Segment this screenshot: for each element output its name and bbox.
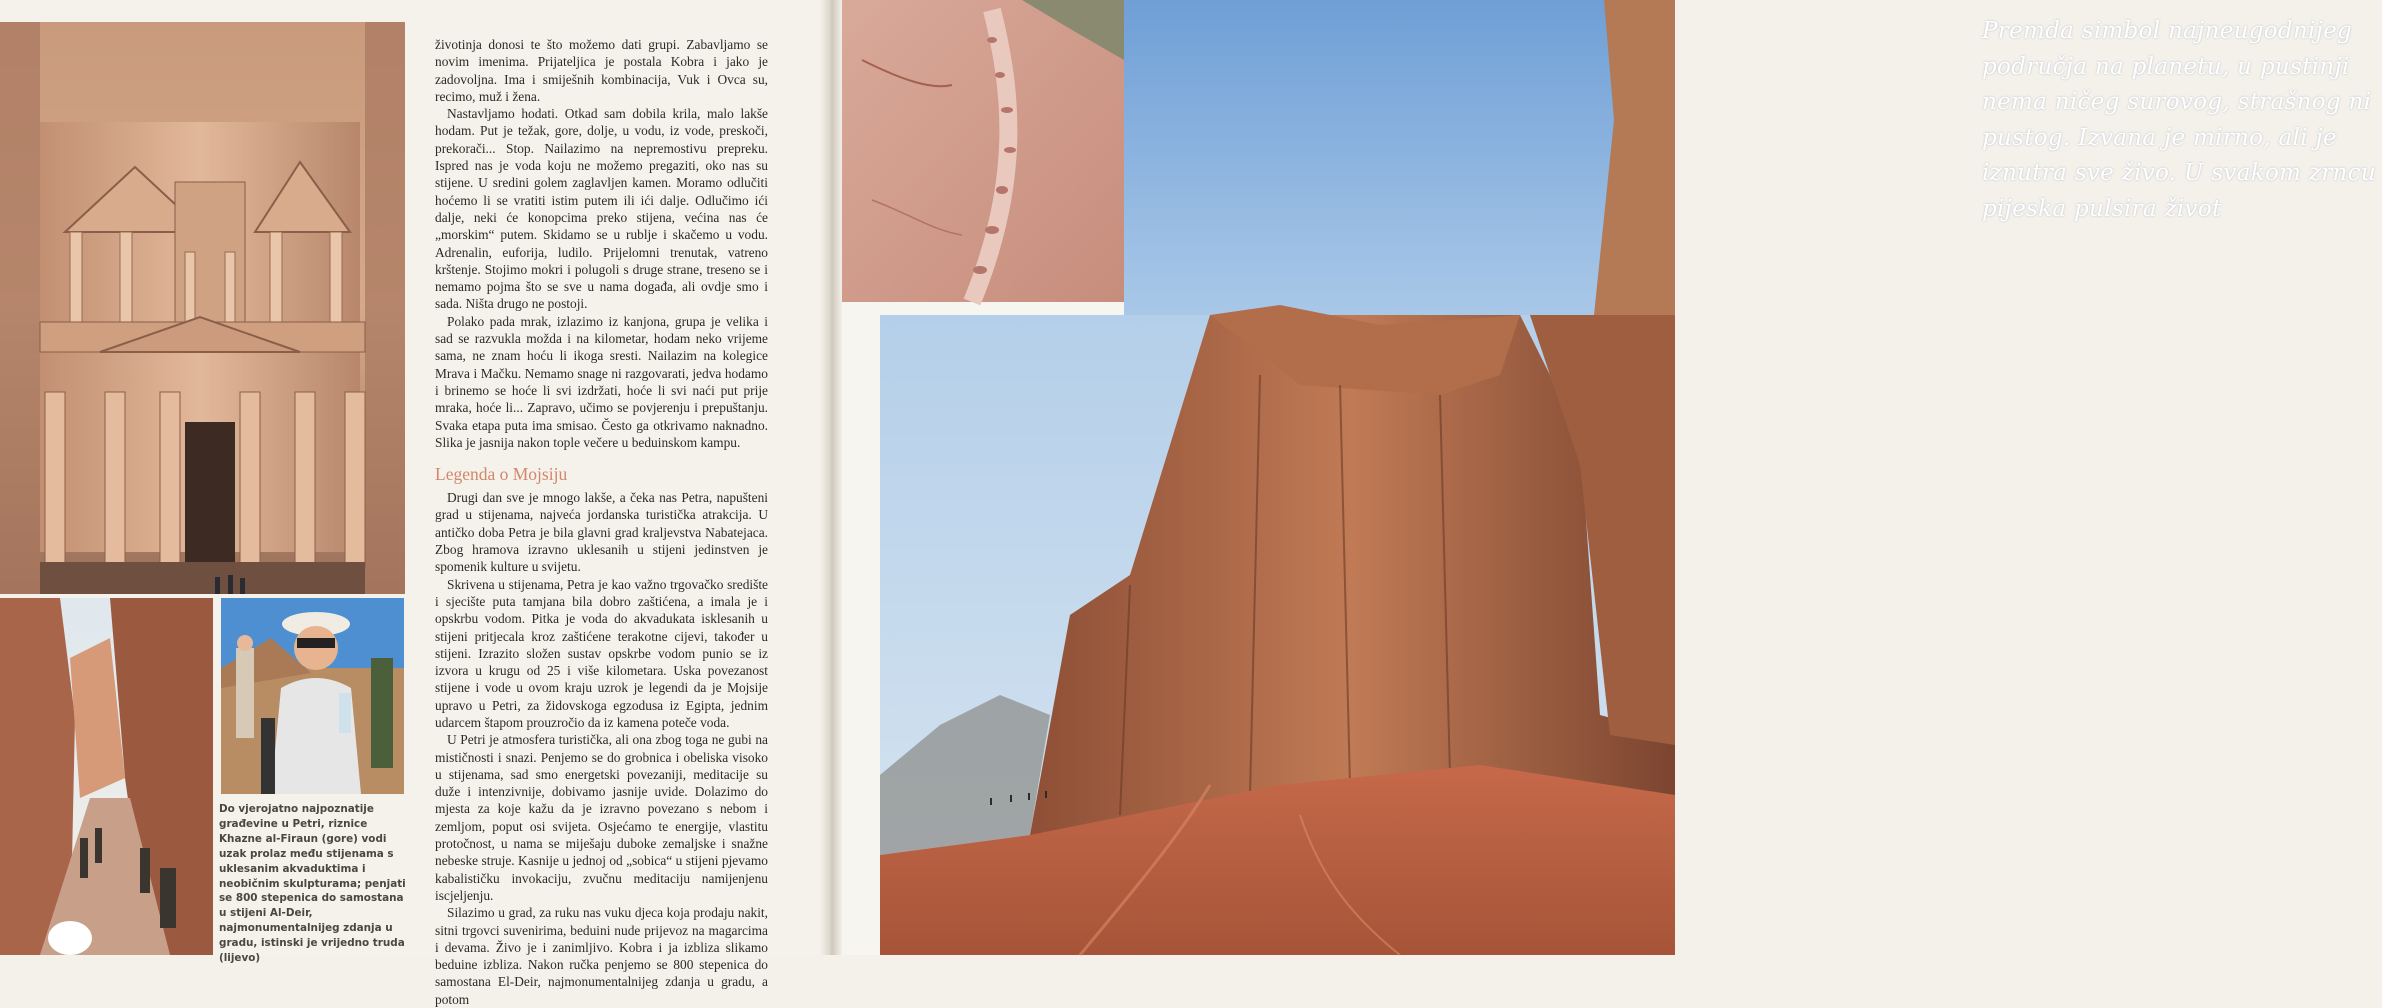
article-text-column (435, 36, 768, 1008)
right-page (842, 0, 2376, 955)
paragraph-3: Polako pada mrak, izlazimo iz kanjona, grupa je velika i sad se razvukla možda i na kilometar, hodam neko vrijeme sama, ne znam hoću li ikoga sresti. Nailazim na kolegice Mrava i Mačku. Nemamo snage ni razgovarati, jedva hodamo i brinemo se hoće li svi izdržati, hoće li svi naći put prije mraka, hoće li... Zapravo, učimo se povjerenju i prepuštanju. Svaka etapa puta ima smisao. Često ga otkrivamo naknadno. Slika je jasnija nakon tople večere u beduinskom kampu. (435, 313, 768, 450)
sand-footprints-photo (842, 0, 1124, 302)
sky-background (1124, 0, 1675, 315)
page-gutter (820, 0, 842, 955)
paragraph-2: Nastavljamo hodati. Otkad sam dobila krila, malo lakše hodam. Put je težak, gore, dolje, u vodu, iz vode, preskoči, prekorači... Stop. Nailazimo na nepremostivu prepreku. Ispred nas je voda koju ne možemo pregaziti, oko nas su stijene. U sredini golem zaglavljen kamen. Moramo odlučiti hoćemo li se vratiti istim putem ili ići dalje. Odlučimo ići dalje, neki će konopcima preko stijena, većina nas će „morskim“ putem. Skidamo se u rublje i skačemo u vodu. Adrenalin, euforija, ludilo. Prijelomni trenutak, vatreno krštenje. Stojimo mokri i polugoli s druge strane, treseno se i nemamo pojma što se sve u nama događa, ali ovdje smo i sada. Ništa drugo ne postoji. (435, 106, 768, 312)
paragraph-7: Silazimo u grad, za ruku nas vuku djeca koja prodaju nakit, sitni trgovci suvenirima, beduini nude prijevoz na magarcima i devama. Živo je i zanimljivo. Kobra i ja izbliza slikamo beduine izbliza. Nakon ručka penjemo se 800 stepenica do samostana El-Deir, najmonumentalnijeg zdanja u gradu, a potom (435, 905, 768, 1007)
hiker-photo (221, 598, 404, 794)
left-page (0, 0, 820, 1007)
paragraph-5: Skrivena u stijenama, Petra je kao važno trgovačko središte i sjecište puta tamjana bila dobro zaštićena, a imala je i opskrbu vodom. Pitka je voda do akvadukata isklesanih u stijeni pritjecala kroz zaštićene terakotne cijevi, također u stijeni. Izrazito složen sustav opskrbe vodom punio se iz izvora u krugu od 25 i više kilometara. Uska povezanost stijene i vode u ovom kraju uzrok je legendi da je Mojsije upravo u Petri, za židovskoga egzodusa iz Egipta, jednim udarcem štapom prouzročio da iz kamena poteče voda. (435, 576, 768, 730)
paragraph-6: U Petri je atmosfera turistička, ali ona zbog toga ne gubi na mističnosti i snazi. Penjemo se do grobnica i obeliska visoko u stijenama, sad smo energetski povezaniji, meditacije su duže i intenzivnije, dobivamo jasnije uvide. Dolazimo do mjesta za koje kažu da je izravno povezano s nebom i zemljom, poput osi svijeta. Osjećamo te energije, vlastitu protočnost, u nama se miješaju duboke zemaljske i snažne nebeske struje. Kasnije u jednoj od „sobica“ u stijeni pjevamo kabalističku invokaciju, zvučnu meditaciju namijenjenu iscjeljenju. (435, 732, 768, 903)
paragraph-4: Drugi dan sve je mnogo lakše, a čeka nas Petra, napušteni grad u stijenama, najveća jordanska turistička atrakcija. U antičko doba Petra je bila glavni grad kraljevstva Nabatejaca. Zbog hramova izravno uklesanih u stijeni jedinstven je spomenik kulture u svijetu. (435, 490, 768, 575)
treasury-photo (0, 22, 405, 594)
pull-quote: Premda simbol najneugodnijeg područja na planetu, u pustinji nema ničeg surovog, strašnog ni pustog. Izvana je mirno, ali je iznutra sve živo. U svakom zrncu pijeska pulsira život (1982, 18, 2376, 222)
photo-caption: Do vjerojatno najpoznatije građevine u Petri, riznice Khazne al-Firaun (gore) vodi uzak prolaz među stijenama s uklesanim akvaduktima i neobičnim skulpturama; penjati se 800 stepenica do samostana u stijeni Al-Deir, najmonumentalnijeg zdanja u gradu, istinski je vrijedno truda (lijevo) (219, 803, 406, 965)
section-heading: Legenda o Mojsiju (435, 464, 568, 485)
siq-canyon-photo (0, 598, 213, 955)
wadi-rum-photo (880, 315, 1675, 955)
paragraph-1: životinja donosi te što možemo dati grupi. Zabavljamo se novim imenima. Prijateljica je postala Kobra i jako je zadovoljna. Ima i smiješnih kombinacija, Vuk i Ovca su, recimo, muž i žena. (435, 37, 768, 104)
